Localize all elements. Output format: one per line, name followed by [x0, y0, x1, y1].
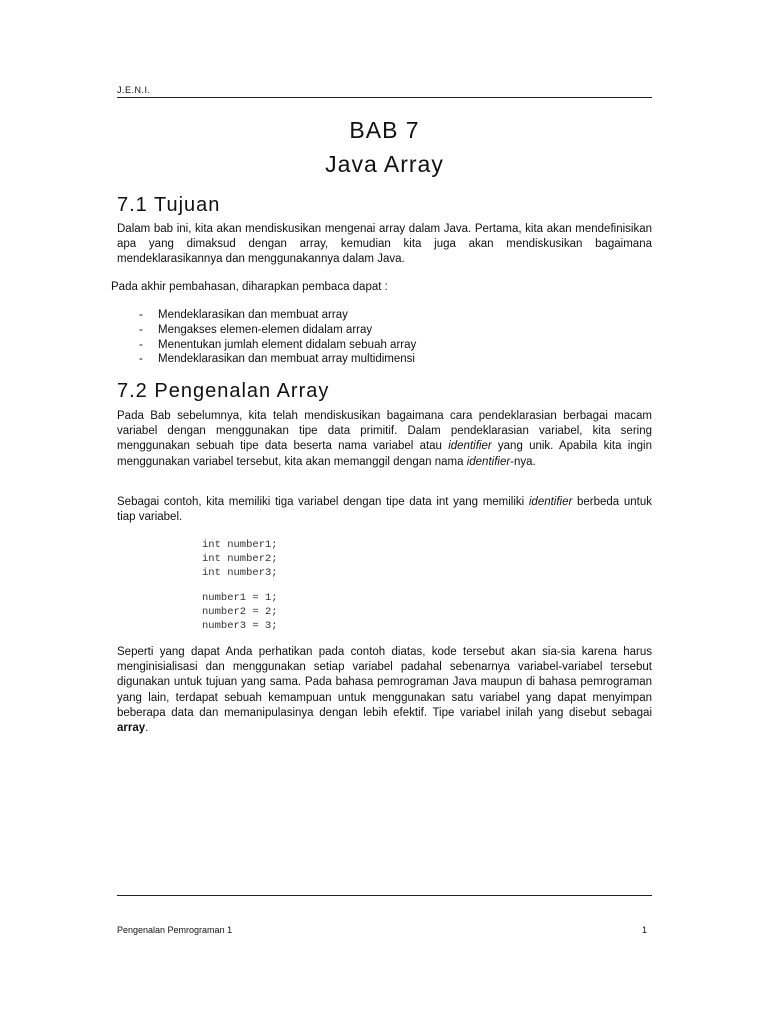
footer-rule [117, 895, 652, 896]
text-run: . [145, 722, 149, 735]
code-block-assignments: number1 = 1; number2 = 2; number3 = 3; [202, 592, 278, 633]
chapter-number: BAB 7 [349, 117, 420, 143]
list-item: - Mengakses elemen-elemen didalam array [139, 323, 416, 338]
header-rule [117, 97, 652, 98]
text-run: Pada Bab sebelumnya, kita telah mendiskusikan bagaimana cara pendeklarasian berbagai macam variabel dengan menggunakan tipe data primitif. Dalam pendeklarasian variabel, kita sering menggunakan sebuah tipe data beserta nama variabel atau [117, 410, 652, 453]
footer-title: Pengenalan Pemrograman 1 [117, 925, 233, 935]
term-identifier: identifier [466, 455, 511, 468]
code-block-declarations: int number1; int number2; int number3; [202, 539, 278, 580]
text-run: Seperti yang dapat Anda perhatikan pada contoh diatas, kode tersebut akan sia-sia karena harus menginisialisasi dan menggunakan setiap variabel padahal sebenarnya variabel-variabel tersebut digunakan untuk tujuan yang sama. Pada bahasa pemrograman Java maupun di bahasa pemrograman yang lain, terdapat sebuah kemampuan untuk menggunakan satu variabel yang dapat menyimpan beberapa data dan memanipulasinya dengan lebih efektif. Tipe variabel inilah yang disebut sebagai [117, 646, 652, 719]
paragraph-example [117, 495, 652, 525]
text-run: yang unik. Apabila kita ingin menggunakan variabel tersebut, kita akan memanggil dengan nama [117, 440, 652, 468]
section-heading-pengenalan: 7.2 Pengenalan Array [117, 380, 330, 402]
list-item: - Menentukan jumlah element didalam sebuah array [139, 338, 416, 353]
paragraph-array-definition [117, 645, 652, 736]
term-identifier: identifier [448, 440, 492, 453]
term-array: array [117, 722, 146, 735]
intro-paragraph: Dalam bab ini, kita akan mendiskusikan mengenai array dalam Java. Pertama, kita akan mendefinisikan apa yang dimaksud dengan array, kemudian kita juga akan mendiskusikan bagaimana mendeklarasikannya dan menggunakannya dalam Java. [117, 223, 652, 266]
chapter-title: Java Array [325, 151, 444, 177]
list-item: - Mendeklarasikan dan membuat array [139, 308, 416, 323]
list-item: - Mendeklarasikan dan membuat array multidimensi [139, 352, 416, 367]
objectives-list [139, 308, 416, 367]
text-run: Sebagai contoh, kita memiliki tiga variabel dengan tipe data int yang memiliki [117, 496, 529, 508]
paragraph-intro-array [117, 409, 652, 470]
objectives-lead: Pada akhir pembahasan, diharapkan pembaca dapat : [111, 281, 388, 293]
term-identifier: identifier [528, 496, 573, 508]
section-heading-tujuan: 7.1 Tujuan [117, 194, 221, 216]
text-run: -nya. [510, 455, 536, 468]
page-number: 1 [642, 925, 648, 935]
text-run: berbeda untuk tiap variabel. [117, 496, 652, 524]
running-header: J.E.N.I. [117, 85, 151, 95]
